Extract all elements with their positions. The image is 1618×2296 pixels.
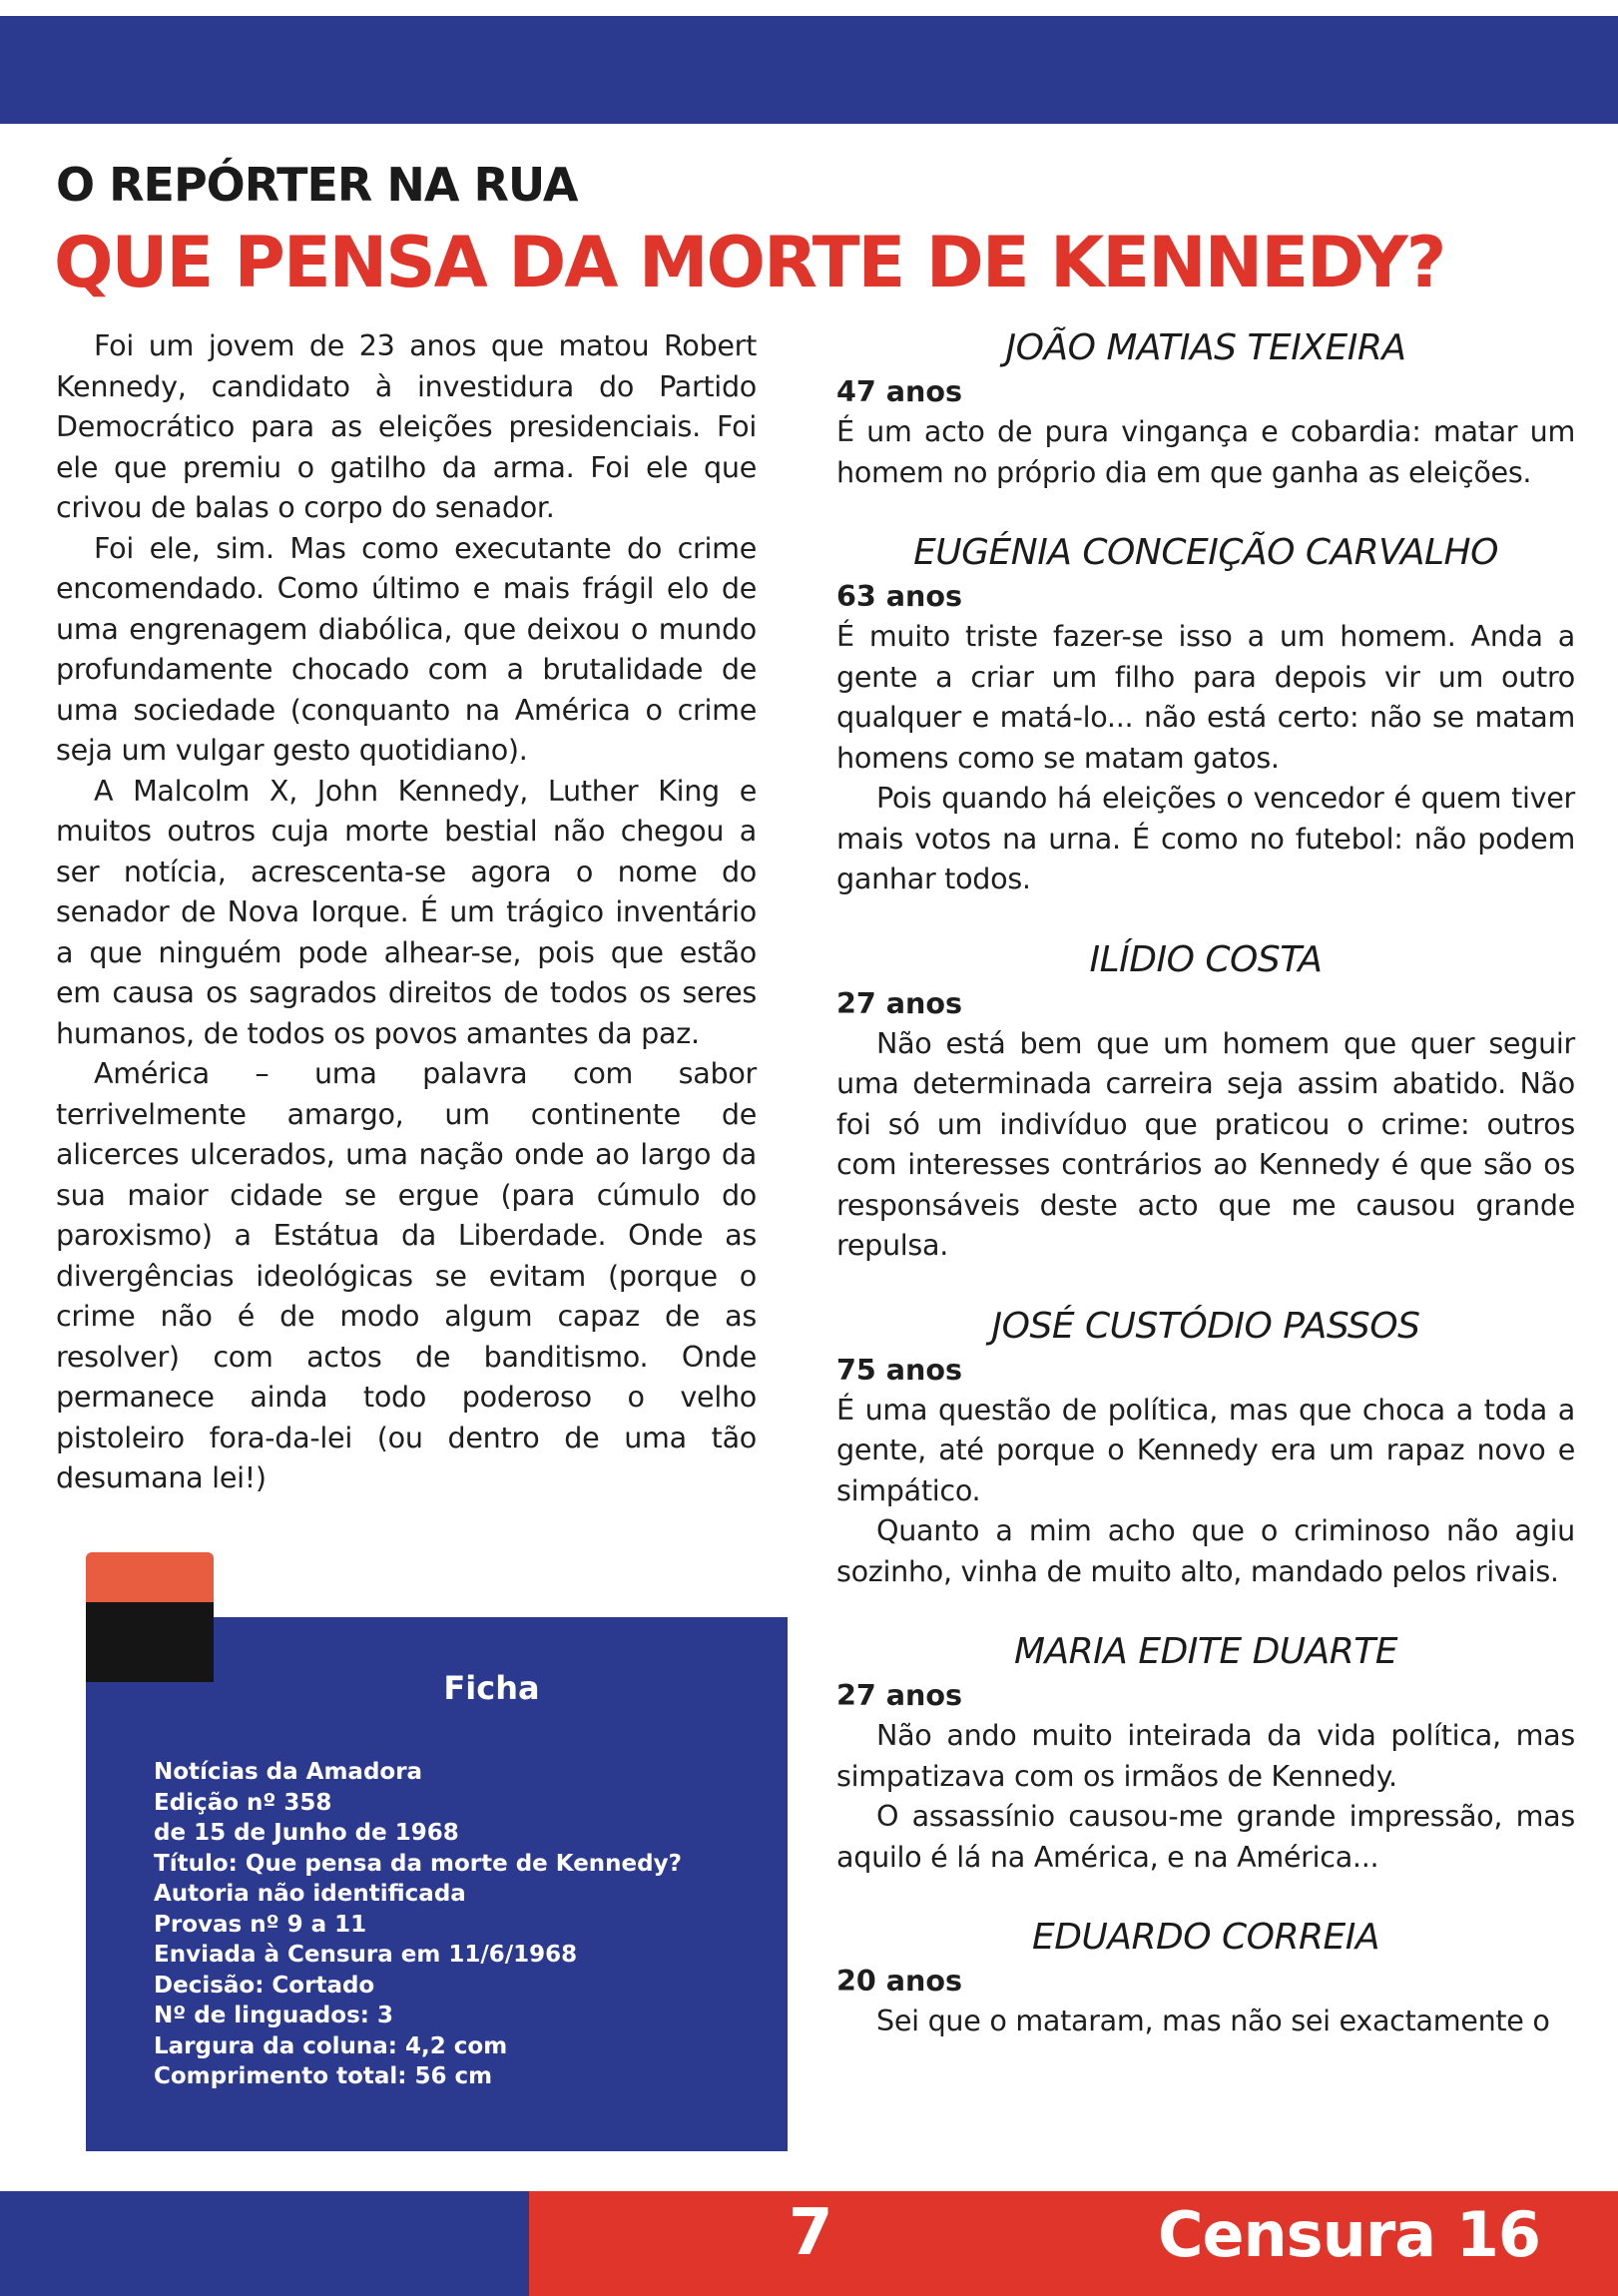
interview-answer: Não está bem que um homem que quer seguir uma determinada carreira seja assim abatido. Não foi só um indivíduo que praticou o crime: outros com interesses contrários ao Kennedy é que são os responsáveis deste acto que me causou grande repulsa. xyxy=(836,1025,1575,1262)
interview-answer: O assassínio causou-me grande impressão, mas aquilo é lá na América, e na América... xyxy=(836,1799,1575,1874)
interview-answer: Sei que o mataram, mas não sei exactamente o xyxy=(876,2004,1550,2037)
publication-brand: Censura 16 xyxy=(1157,2198,1540,2271)
interviewee-age: 63 anos xyxy=(836,579,963,613)
interviews-column xyxy=(836,325,1575,2079)
ficha-line: Decisão: Cortado xyxy=(154,1972,375,1999)
interview-block xyxy=(836,1629,1575,1877)
interview-block xyxy=(836,1304,1575,1592)
ficha-line: Autoria não identificada xyxy=(154,1881,466,1907)
ficha-box xyxy=(86,1617,788,2151)
interviewee-age: 47 anos xyxy=(836,374,963,408)
interview-answer: Não ando muito inteirada da vida política, mas simpatizava com os irmãos de Kennedy. xyxy=(836,1718,1575,1793)
interview-block xyxy=(836,530,1575,899)
interview-block xyxy=(836,325,1575,492)
interviewee-name: MARIA EDITE DUARTE xyxy=(1013,1631,1398,1672)
ficha-tab-red xyxy=(86,1552,214,1602)
ficha-line: Comprimento total: 56 cm xyxy=(154,2063,493,2089)
ficha-line: Provas nº 9 a 11 xyxy=(154,1911,367,1938)
ficha-line: Enviada à Censura em 11/6/1968 xyxy=(154,1942,578,1968)
page-number: 7 xyxy=(789,2196,833,2270)
article-body xyxy=(56,325,757,1498)
ficha-title: Ficha xyxy=(443,1669,540,1707)
interview-answer: É uma questão de política, mas que choca a toda a gente, até porque o Kennedy era um rapaz novo e simpático. xyxy=(836,1392,1575,1507)
top-color-band xyxy=(0,16,1618,124)
interview-answer: Quanto a mim acho que o criminoso não agiu sozinho, vinha de muito alto, mandado pelos rivais. xyxy=(836,1513,1575,1588)
interviewee-name: EDUARDO CORREIA xyxy=(1032,1917,1379,1958)
interview-block xyxy=(836,1915,1575,2041)
interviewee-name: JOSÉ CUSTÓDIO PASSOS xyxy=(991,1305,1420,1347)
section-kicker: O REPÓRTER NA RUA xyxy=(56,158,578,212)
ficha-line: Edição nº 358 xyxy=(154,1789,332,1816)
interviewee-name: EUGÉNIA CONCEIÇÃO CARVALHO xyxy=(913,532,1498,573)
ficha-tab-black xyxy=(86,1602,214,1682)
ficha-details xyxy=(154,1757,682,2092)
interviewee-age: 27 anos xyxy=(836,1678,963,1712)
ficha-line: Nº de linguados: 3 xyxy=(154,2003,393,2028)
article-paragraph: A Malcolm X, John Kennedy, Luther King e muitos outros cuja morte bestial não chegou a ser notícia, acrescenta-se agora o nome do senador de Nova Iorque. É um trágico inventário a que ninguém pode alhear-se, pois que estão em causa os sagrados direitos de todos os seres humanos, de todos os povos amantes da paz. xyxy=(56,773,757,1050)
interviewee-name: JOÃO MATIAS TEIXEIRA xyxy=(1005,327,1406,368)
interviewee-age: 20 anos xyxy=(836,1964,963,1998)
ficha-line: Notícias da Amadora xyxy=(154,1759,423,1785)
interviewee-name: ILÍDIO COSTA xyxy=(1089,938,1323,980)
article-paragraph: América – uma palavra com sabor terrivelmente amargo, um continente de alicerces ulcerados, uma nação onde ao largo da sua maior cidade se ergue (para cúmulo do paroxismo) a Estátua da Liberdade. Onde as divergências ideológicas se evitam (porque o crime não é de modo algum capaz de as resolver) com actos de banditismo. Onde permanece ainda todo poderoso o velho pistoleiro fora-da-lei (ou dentro de uma tão desumana lei!) xyxy=(56,1056,757,1494)
ficha-line: Largura da coluna: 4,2 com xyxy=(154,2032,508,2059)
interview-answer: É um acto de pura vingança e cobardia: matar um homem no próprio dia em que ganha as eleições. xyxy=(836,414,1575,489)
ficha-line: de 15 de Junho de 1968 xyxy=(154,1820,459,1846)
page-headline: QUE PENSA DA MORTE DE KENNEDY? xyxy=(54,222,1445,303)
interview-answer: Pois quando há eleições o vencedor é quem tiver mais votos na urna. É como no futebol: não podem ganhar todos. xyxy=(836,781,1575,895)
interviewee-age: 75 anos xyxy=(836,1352,963,1387)
interview-block xyxy=(836,937,1575,1266)
article-paragraph: Foi ele, sim. Mas como executante do crime encomendado. Como último e mais frágil elo de uma engrenagem diabólica, que deixou o mundo profundamente chocado com a brutalidade de uma sociedade (conquanto na América o crime seja um vulgar gesto quotidiano). xyxy=(56,530,757,767)
interview-answer: É muito triste fazer-se isso a um homem. Anda a gente a criar um filho para depois vir um outro qualquer e matá-lo... não está certo: não se matam homens como se matam gatos. xyxy=(836,619,1575,775)
ficha-line: Título: Que pensa da morte de Kennedy? xyxy=(154,1850,682,1877)
article-paragraph: Foi um jovem de 23 anos que matou Robert Kennedy, candidato à investidura do Partido Democrático para as eleições presidenciais. Foi ele que premiu o gatilho da arma. Foi ele que crivou de balas o corpo do senador. xyxy=(56,328,757,524)
interviewee-age: 27 anos xyxy=(836,985,963,1020)
